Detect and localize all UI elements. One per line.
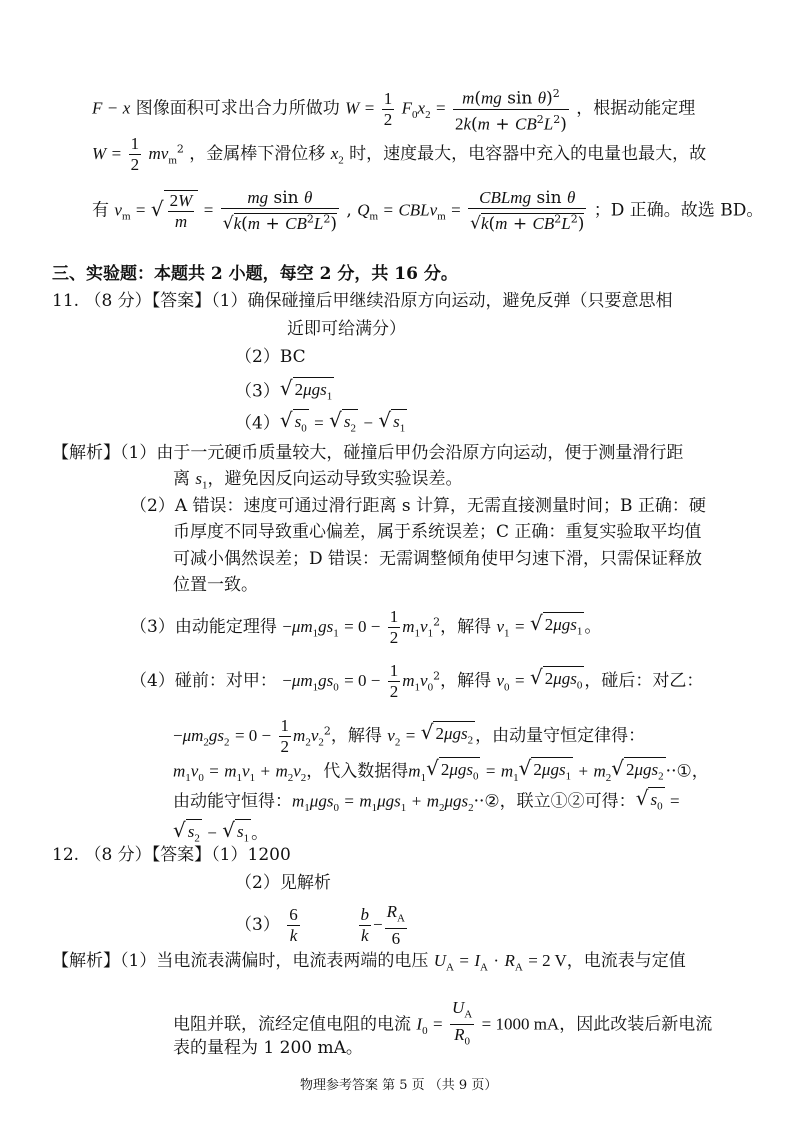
q11-analysis-3: （3）由动能定理得 $-\mu m_1gs_1 = 0$ − $\frac{1}{2}$ $m_1v_1^2$，解得 $v_1$ = √ 2μgs$_1$ 。: [130, 607, 602, 647]
q12-ans1: （1）1200: [211, 845, 291, 865]
q11-answer-line1: [52, 289, 673, 313]
q11-analysis-2b: 币厚度不同导致重心偏差，属于系统误差；C 正确：重复实验取平均值: [173, 522, 702, 542]
para1-text: ，金属棒下滑位移: [189, 144, 326, 164]
q11-analysis-tag: 【解析】: [52, 443, 120, 463]
q12-answer-tag: 【答案】: [151, 845, 212, 865]
q11-analysis-4b: $-\mu m_2gs_2 = 0$ − $\frac{1}{2}$ $m_2v_2^2$，解得 $v_2$ = √ 2μgs$_2$ ，由动量守恒定律得：: [173, 716, 646, 756]
q12-ans2: （2）见解析: [235, 873, 331, 893]
q11-answer-tag: 【答案】: [151, 291, 212, 311]
q11-analysis-4e: √ $s_2$ − √ $s_1$ 。: [173, 818, 268, 850]
q11-ans3: （3）√ 2μgs$_1$: [235, 376, 334, 408]
q11-number: 11.: [52, 291, 80, 311]
para1-text: 图像面积可求出合力所做功: [135, 98, 340, 119]
q12-analysis-tag: 【解析】: [52, 951, 120, 971]
q11-analysis-2c: 可减小偶然误差；D 错误：无需调整倾角使甲匀速下滑，只需保证释放: [173, 549, 703, 569]
q11-analysis-2d: 位置一致。: [173, 575, 258, 595]
q11-analysis-4c: $m_1v_0 = m_1v_1 + m_2v_2$，代入数据得$m_1√$ $2\mu gs_0 = m_1√$ $2\mu gs_1 + m_2√$ 2μgs$_2$ ··①，: [173, 756, 709, 790]
page-footer: 物理参考答案 第 5 页 （共 9 页）: [300, 1078, 498, 1093]
q12-analysis-1b: 电阻并联，流经定值电阻的电流 $I_0$ = $\frac{U_A}{R_0}$ = 1000 mA，因此改装后新电流: [173, 998, 713, 1048]
section-title: 三、实验题：本题共 2 小题，每空 2 分，共 16 分。: [52, 264, 458, 284]
q11-analysis-4: （4）碰前：对甲： $-\mu m_1gs_0 = 0$ − $\frac{1}{2}$ $m_1v_0^2$，解得 $v_0$ = √ 2μgs$_0$ ，碰后：对乙：: [130, 661, 704, 701]
para1-line3: 有 $v_m$ = √ $\frac{2W}{m}$ = $\frac{\text{mg sin θ}}{√k(m + CB^2L^2)}$ , $Q_m$ = CBLv$_m$ = $\frac{\text{CBLmg sin θ}}{√k(m + CB^2L^2)}$ ；D 正确。故选 BD。: [92, 188, 764, 234]
q12-number: 12.: [52, 845, 80, 865]
q11-analysis-1: 【解析】（1）由于一元硬币质量较大，碰撞后甲仍会沿原方向运动，便于测量滑行距: [52, 443, 684, 463]
q12-answer-line1: [52, 843, 291, 867]
q12-ans3: （3） $\frac{6}{k}$ $\frac{b}{k}$ − $\frac{R_A}{6}$: [235, 902, 405, 949]
para1-line2: W = $\frac{1}{2}$ $mv_m^2$ ，金属棒下滑位移 $x_2$ 时，速度最大，电容器中充入的电量也最大，故: [92, 134, 707, 174]
q11-ans2: （2）BC: [235, 347, 306, 367]
para1-text: 有: [92, 200, 109, 221]
q11-score: （8 分）: [84, 291, 152, 311]
q12-score: （8 分）: [84, 845, 152, 865]
q12-analysis-1c: 表的量程为 1 200 mA。: [173, 1038, 363, 1058]
q11-ans1b: 近即可给满分）: [287, 319, 406, 339]
para1-text: ，根据动能定理: [576, 98, 696, 119]
para1-line1: F − x 图像面积可求出合力所做功 W = $\frac{1}{2}$ $F_0x_2$ = $\frac{m(mg \sin \theta)^2}{2k(m + CB^2L^2)}$ ，根据动能定理: [92, 84, 695, 134]
q12-analysis-1: 【解析】（1）当电流表满偏时，电流表两端的电压 $U_A = I_A \cdot R_A = 2$ V，电流表与定值: [52, 951, 686, 974]
q11-analysis-2: （2）A 错误：速度可通过滑行距离 s 计算，无需直接测量时间；B 正确：硬: [130, 496, 706, 516]
q11-ans4: （4）√ $s_0$ = √ $s_2$ − √ $s_1$: [235, 408, 407, 440]
para1-text: ；D 正确。故选 BD。: [593, 200, 764, 221]
q11-analysis-1b: 离 $s_1$，避免因反向运动导致实验误差。: [173, 469, 463, 492]
q11-ans1: （1）确保碰撞后甲继续沿原方向运动，避免反弹（只要意思相: [211, 291, 673, 311]
q11-analysis-4d: 由动能守恒得：$m_1\mu gs_0 = m_1\mu gs_1$ + $m_2\mu gs_2\cdot\cdot ②$，联立①②可得：√ $s_0$ =: [173, 786, 680, 820]
para1-text: 时，速度最大，电容器中充入的电量也最大，故: [349, 144, 707, 164]
